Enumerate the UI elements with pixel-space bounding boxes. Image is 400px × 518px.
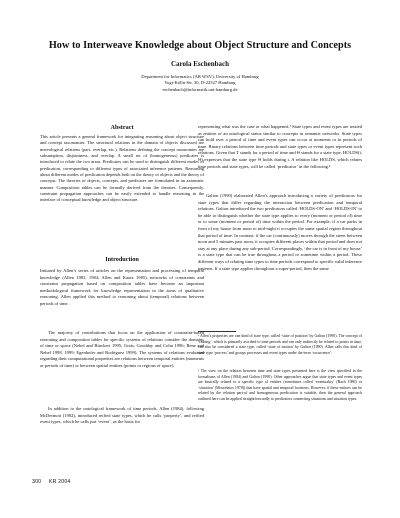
affiliation-email[interactable]: eschenbach@informatik.uni-hamburg.de bbox=[162, 86, 238, 92]
footnote-1: ¹ Allen’s properties are one kind of state type, called ‘state of position’ by Galton (1990). The concept of ‘raining’, which is primarily ascribed to time periods and can only indirectly be related to points in time, can also be considered a state type, called ‘state of motion’ by Galton (1990). Allen calls this kind of state type ‘process’ and groups processes and event types under the term ‘occurrence’. bbox=[198, 334, 362, 355]
introduction-heading: Introduction bbox=[105, 256, 139, 263]
author-name: Carola Eschenbach bbox=[170, 60, 230, 68]
footnote-separator bbox=[198, 331, 236, 332]
footnote-2: ² The view on the relation between time and state types presented here is the view specified in the formalisms of Allen (1984) and Galton (1990). Other approaches argue that state types and event types are basically related to a specific type of entities (sometimes called ‘eventuality’ (Bach 1986) or ‘situation’ (Mourelatos 1978)) that have spatial and temporal locations. However, if these entities can be related by the relation part-of and homogeneous predication is suitable, then the general approach outlined here can be applied straightforwardly to predicators connecting situations and situation types. bbox=[198, 369, 362, 401]
author-affiliation bbox=[20, 74, 380, 93]
intro-paragraph-1: Initiated by Allen’s series of articles on the representation and processing of temporal knowledge (Allen 1983, 1984; Allen and Kautz 1985), networks of constraints and constraint propagation based on composition tables have become an important methodological framework for knowledge representation in the areas of qualitative reasoning. Allen applied this method to reasoning about (temporal) relations between periods of time. bbox=[40, 268, 204, 306]
intro-paragraph-2: The majority of contributions that focus on the application of constraint-based reasoning and composition tables for specific systems of relations consider the domains of time or space (Nebel and Bürckert 1995; Gotts, Goodday and Cohn 1996; Renz and Nebel 1998, 1999; Egenhofer and Rodríguez 1999). The systems of relations evaluated regarding their computational properties are relations between temporal entities (moments or periods of time) or between spatial entities (points or regions of space). bbox=[40, 330, 205, 368]
affiliation-department: Department for Informatics (AB WSV), University of Hamburg bbox=[141, 74, 259, 79]
page-footer bbox=[32, 479, 77, 485]
paper-title: How to Interweave Knowledge about Object Structure and Concepts bbox=[48, 40, 352, 51]
affiliation-address: Vogt-Kölln-Str. 30, D-22527 Hamburg bbox=[164, 80, 236, 86]
abstract-heading: Abstract bbox=[110, 124, 134, 131]
page-number: 300 bbox=[32, 479, 42, 485]
intro-paragraph-3: In addition to the ontological framework of time periods, Allen (1984), following McDermott (1982), introduced reified state types, which he calls ‘property’, and reified event types, which he calls just ‘event’, as the basis for bbox=[40, 406, 204, 425]
venue-label: KR 2004 bbox=[48, 479, 71, 485]
abstract-text: This article presents a general framework for integrating reasoning about object structure and concept taxonomies. The structural relations in the domain of objects discussed are mereological relations (part, overlap, etc.). Relations defining the concept taxonomies are subsumption, disjointness, and overlap. A small set of (homogeneous) predicates is introduced to relate the two areas. Predicates can be used to distinguish different modes of predication, corresponding to different types of associated inference patterns. Reasoning about different modes of predication depends both on the theory of objects and the theory of concepts. The theories of objects, concepts, and predicates are formulated in an axiomatic manner. Composition tables can be formally derived from the theories. Consequently, constraint propagation approaches can be easily extended to handle reasoning in the interface of conceptual knowledge and object structure. bbox=[40, 134, 204, 203]
body-paragraph-2: Galton (1990) elaborated Allen’s approach introducing a variety of predicators for state types that differ regarding the interaction between predication and temporal relations. Galton introduced the two predicators called ‘HOLDS-ON’ and ‘HOLDS-IN’ to be able to distinguish whether the state type applies to every (moment or period of) time or to some (moment or period of) time within the period. For example, if a car parks in front of my house from noon to mid-night it occupies the same spatial region throughout that period of time. In contrast, if the car (continuously) moves through the street between noon and 5 minutes past noon, it occupies different places within that period and does not stay at any place during any sub-period. Correspondingly, ‘the car is in front of my house’ is a state type that can be true throughout a period or sometime within a period. These different ways of relating time types to time periods correspond to specific valid inference patterns. If a state type applies throughout a super-period, then the same bbox=[198, 193, 362, 271]
body-paragraph-1: representing what was the case or what happened.¹ State types and event types are treated as entities of an ontological status similar to concepts in semantic networks. State types can hold over a period of time and event types can occur at moments or in periods of time. Binary relations between time periods and state types or event types represent such relations. Given that T stands for a period of time and Θ stands for a state type, HOLDS(t, Θ) expresses that the state type Θ holds during t. A relation like HOLDS, which relates time periods and state types, will be called ‘predicator’ in the following.² bbox=[198, 124, 362, 169]
